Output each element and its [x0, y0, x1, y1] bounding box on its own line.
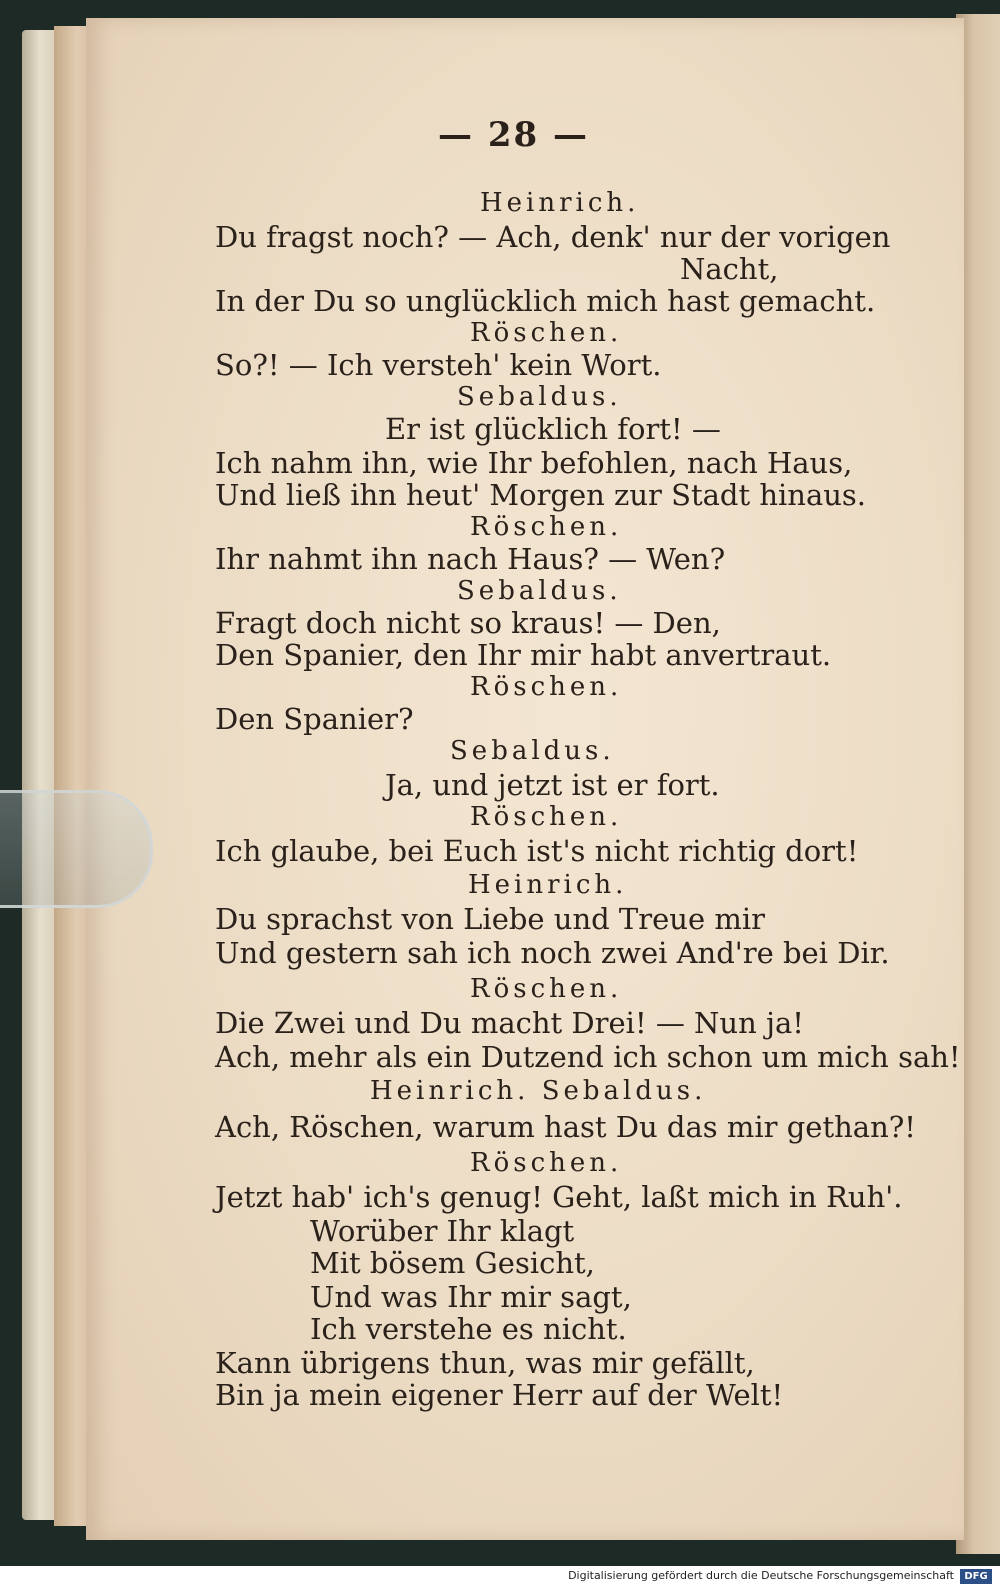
verse-line: Ihr nahmt ihn nach Haus? — Wen? [215, 542, 726, 576]
verse-line: So?! — Ich versteh' kein Wort. [215, 348, 662, 382]
speaker-name: Heinrich. [480, 188, 640, 218]
speaker-name: Röschen. [470, 512, 623, 542]
verse-line: Kann übrigens thun, was mir gefällt, [215, 1346, 755, 1380]
verse-line: Worüber Ihr klagt [310, 1214, 575, 1248]
speaker-name: Röschen. [470, 802, 623, 832]
verse-line: Den Spanier, den Ihr mir habt anvertraut. [215, 638, 832, 672]
verse-line: Den Spanier? [215, 702, 414, 736]
verse-line: Du sprachst von Liebe und Treue mir [215, 902, 765, 936]
verse-line: Ja, und jetzt ist er fort. [385, 768, 720, 802]
verse-line: Jetzt hab' ich's genug! Geht, laßt mich in Ruh'. [215, 1180, 903, 1214]
speaker-name: Röschen. [470, 974, 623, 1004]
verse-line: Nacht, [680, 252, 779, 286]
verse-line: Ach, Röschen, warum hast Du das mir gethan?! [215, 1110, 916, 1144]
speaker-name: Heinrich. [468, 870, 628, 900]
speaker-name: Sebaldus. [457, 576, 622, 606]
speaker-name: Sebaldus. [450, 736, 615, 766]
speaker-name: Röschen. [470, 1148, 623, 1178]
footer-credit: Digitalisierung gefördert durch die Deutsche Forschungsgemeinschaft [568, 1569, 954, 1582]
verse-line: Ich glaube, bei Euch ist's nicht richtig dort! [215, 834, 859, 868]
verse-line: Ach, mehr als ein Dutzend ich schon um mich sah! [215, 1040, 961, 1074]
verse-line: Du fragst noch? — Ach, denk' nur der vorigen [215, 220, 891, 254]
verse-line: Und ließ ihn heut' Morgen zur Stadt hinaus. [215, 478, 867, 512]
speaker-name: Röschen. [470, 318, 623, 348]
verse-line: Die Zwei und Du macht Drei! — Nun ja! [215, 1006, 804, 1040]
speaker-name: Röschen. [470, 672, 623, 702]
verse-line: Ich nahm ihn, wie Ihr befohlen, nach Haus, [215, 446, 853, 480]
speaker-name: Heinrich. Sebaldus. [370, 1076, 707, 1106]
speaker-name: Sebaldus. [457, 382, 622, 412]
digitization-footer [0, 1566, 1000, 1588]
page-number: — 28 — [438, 115, 589, 155]
verse-line: Fragt doch nicht so kraus! — Den, [215, 606, 721, 640]
verse-line: In der Du so unglücklich mich hast gemacht. [215, 284, 876, 318]
verse-line: Und was Ihr mir sagt, [310, 1280, 632, 1314]
verse-line: Und gestern sah ich noch zwei And're bei Dir. [215, 936, 890, 970]
verse-line: Mit bösem Gesicht, [310, 1246, 595, 1280]
verse-line: Ich verstehe es nicht. [310, 1312, 627, 1346]
dfg-logo-icon: DFG [960, 1569, 992, 1584]
verse-line: Bin ja mein eigener Herr auf der Welt! [215, 1378, 784, 1412]
verse-line: Er ist glücklich fort! — [385, 412, 721, 446]
